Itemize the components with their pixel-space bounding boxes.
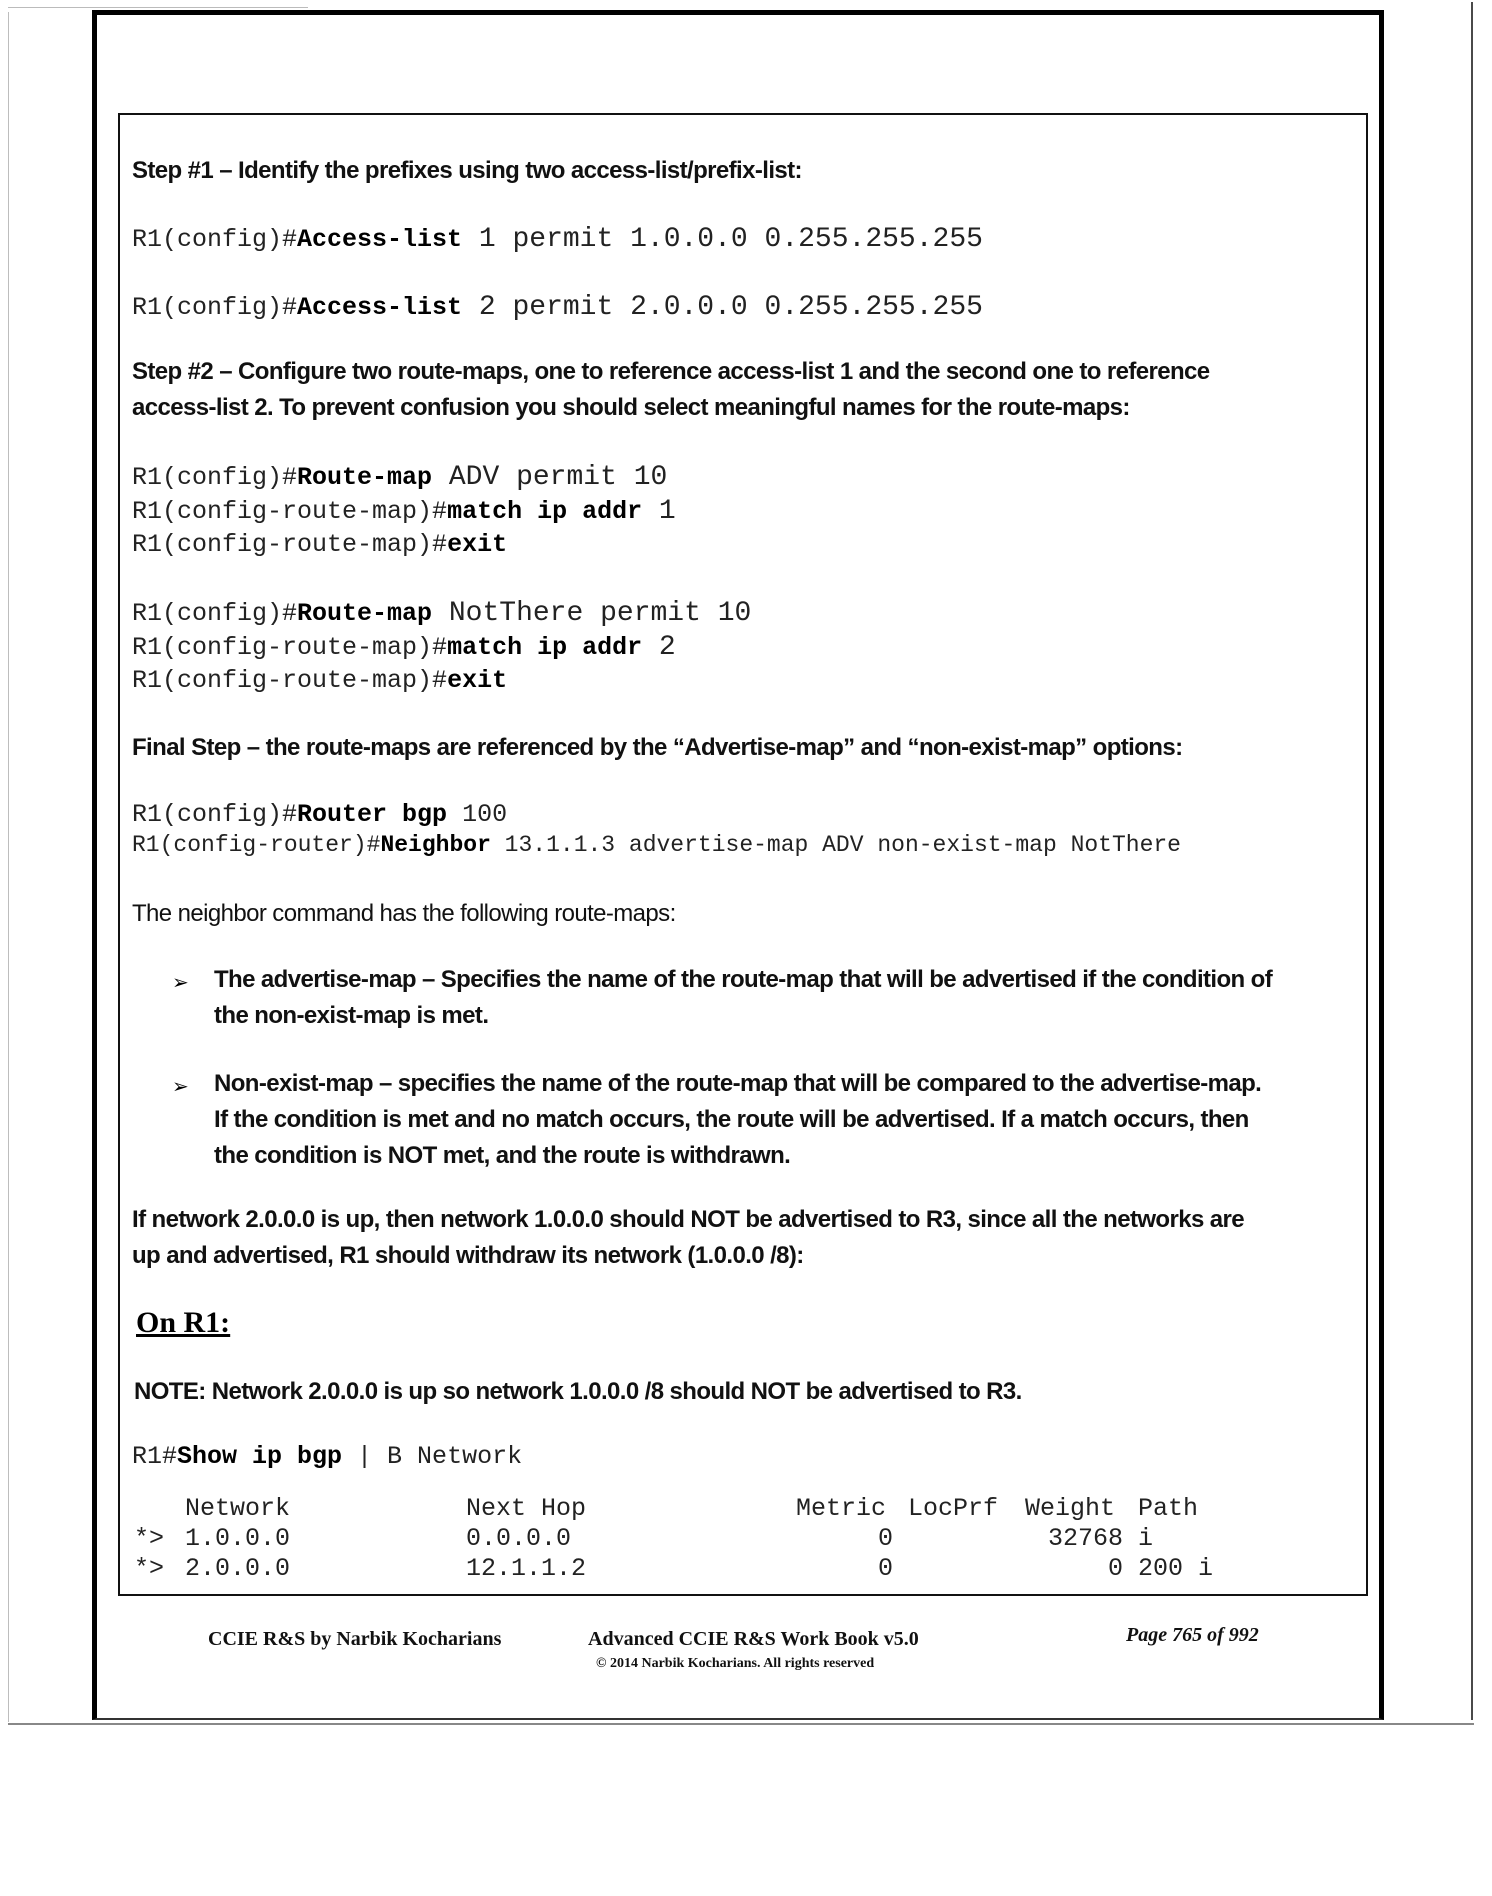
- code-line: [132, 530, 507, 559]
- col-header-next-hop: Next Hop: [466, 1494, 587, 1523]
- arrow-bullet-icon: ➢: [172, 970, 189, 994]
- cli-prompt: R1(config)#: [132, 463, 298, 492]
- cli-prompt: R1(config)#: [132, 225, 298, 254]
- code-line: [132, 496, 676, 527]
- code-line: [132, 292, 983, 323]
- step1-heading: Step #1 – Identify the prefixes using two access-list/prefix-list:: [132, 157, 802, 184]
- cli-command: Access-list: [297, 293, 463, 322]
- cli-args: 1: [642, 496, 676, 527]
- scan-edge-top: [8, 7, 308, 8]
- route-next-hop: 0.0.0.0: [466, 1524, 572, 1553]
- section-heading-on-r1: On R1:: [136, 1306, 231, 1339]
- col-header-network: Network: [185, 1494, 291, 1523]
- route-weight: 32768: [1048, 1524, 1124, 1553]
- code-line: [132, 666, 507, 695]
- scan-edge-left: [8, 12, 9, 1722]
- code-line: [132, 1442, 522, 1471]
- cli-command: Route-map: [297, 599, 433, 628]
- cli-prompt: R1(config-route-map)#: [132, 666, 448, 695]
- code-line: [132, 800, 507, 829]
- cli-args: 2 permit 2.0.0.0 0.255.255.255: [462, 292, 983, 323]
- cli-prompt: R1#: [132, 1442, 178, 1471]
- cli-args: 13.1.1.3 advertise-map ADV non-exist-map NotThere: [490, 832, 1181, 858]
- code-line: [132, 598, 751, 629]
- cli-command: match ip addr: [447, 497, 643, 526]
- route-metric: 0: [878, 1524, 894, 1553]
- bullet-non-exist-map-line1: Non-exist-map – specifies the name of the route-map that will be compared to the advertise-map.: [214, 1070, 1262, 1097]
- summary-line1: If network 2.0.0.0 is up, then network 1.0.0.0 should NOT be advertised to R3, since all the networks are: [132, 1206, 1245, 1233]
- arrow-bullet-icon: ➢: [172, 1074, 189, 1098]
- col-header-path: Path: [1138, 1494, 1199, 1523]
- route-path: i: [1138, 1524, 1154, 1553]
- step2-heading-line2: access-list 2. To prevent confusion you should select meaningful names for the route-maps:: [132, 394, 1130, 421]
- cli-command: Route-map: [297, 463, 433, 492]
- summary-line2: up and advertised, R1 should withdraw its network (1.0.0.0 /8):: [132, 1242, 804, 1269]
- route-path: 200 i: [1138, 1554, 1214, 1583]
- bullet-non-exist-map-line2: If the condition is met and no match occurs, the route will be advertised. If a match occurs, then: [214, 1106, 1249, 1133]
- route-weight: 0: [1108, 1554, 1124, 1583]
- footer-author: CCIE R&S by Narbik Kocharians: [208, 1628, 502, 1650]
- final-step-heading: Final Step – the route-maps are referenced by the “Advertise-map” and “non-exist-map” options:: [132, 734, 1183, 761]
- col-header-metric: Metric: [796, 1494, 887, 1523]
- cli-command: Show ip bgp: [177, 1442, 343, 1471]
- cli-command: Neighbor: [380, 832, 491, 858]
- cli-args: 100: [447, 800, 508, 829]
- route-status: *>: [134, 1524, 165, 1553]
- cli-prompt: R1(config)#: [132, 293, 298, 322]
- explanation-intro: The neighbor command has the following route-maps:: [132, 900, 676, 927]
- code-line: [132, 632, 676, 663]
- route-network: 2.0.0.0: [185, 1554, 291, 1583]
- code-line: [132, 462, 667, 493]
- route-metric: 0: [878, 1554, 894, 1583]
- footer-page-number: Page 765 of 992: [1126, 1624, 1259, 1646]
- route-status: *>: [134, 1554, 165, 1583]
- cli-command: exit: [447, 530, 508, 559]
- cli-prompt: R1(config-router)#: [132, 832, 381, 858]
- route-network: 1.0.0.0: [185, 1524, 291, 1553]
- note-text: NOTE: Network 2.0.0.0 is up so network 1.0.0.0 /8 should NOT be advertised to R3.: [134, 1378, 1022, 1405]
- cli-command: Access-list: [297, 225, 463, 254]
- cli-prompt: R1(config-route-map)#: [132, 530, 448, 559]
- cli-args: | B Network: [342, 1442, 523, 1471]
- cli-args: NotThere permit 10: [432, 598, 752, 629]
- cli-prompt: R1(config)#: [132, 599, 298, 628]
- footer-book-title: Advanced CCIE R&S Work Book v5.0: [588, 1628, 919, 1650]
- bullet-advertise-map-line1: The advertise-map – Specifies the name of the route-map that will be advertised if the condition of: [214, 966, 1273, 993]
- step2-heading-line1: Step #2 – Configure two route-maps, one to reference access-list 1 and the second one to reference: [132, 358, 1210, 385]
- footer-copyright: © 2014 Narbik Kocharians. All rights reserved: [596, 1656, 875, 1671]
- cli-prompt: R1(config)#: [132, 800, 298, 829]
- cli-command: match ip addr: [447, 633, 643, 662]
- scan-edge-bottom: [8, 1723, 1474, 1725]
- cli-command: Router bgp: [297, 800, 448, 829]
- col-header-weight: Weight: [1025, 1494, 1116, 1523]
- cli-args: 2: [642, 632, 676, 663]
- bullet-advertise-map-line2: the non-exist-map is met.: [214, 1002, 489, 1029]
- cli-args: 1 permit 1.0.0.0 0.255.255.255: [462, 224, 983, 255]
- cli-args: ADV permit 10: [432, 462, 668, 493]
- route-next-hop: 12.1.1.2: [466, 1554, 587, 1583]
- code-line: [132, 224, 983, 255]
- cli-prompt: R1(config-route-map)#: [132, 497, 448, 526]
- scan-edge-right: [1471, 2, 1473, 1720]
- code-line: [132, 832, 1181, 858]
- cli-command: exit: [447, 666, 508, 695]
- cli-prompt: R1(config-route-map)#: [132, 633, 448, 662]
- bullet-non-exist-map-line3: the condition is NOT met, and the route is withdrawn.: [214, 1142, 791, 1169]
- col-header-locprf: LocPrf: [908, 1494, 999, 1523]
